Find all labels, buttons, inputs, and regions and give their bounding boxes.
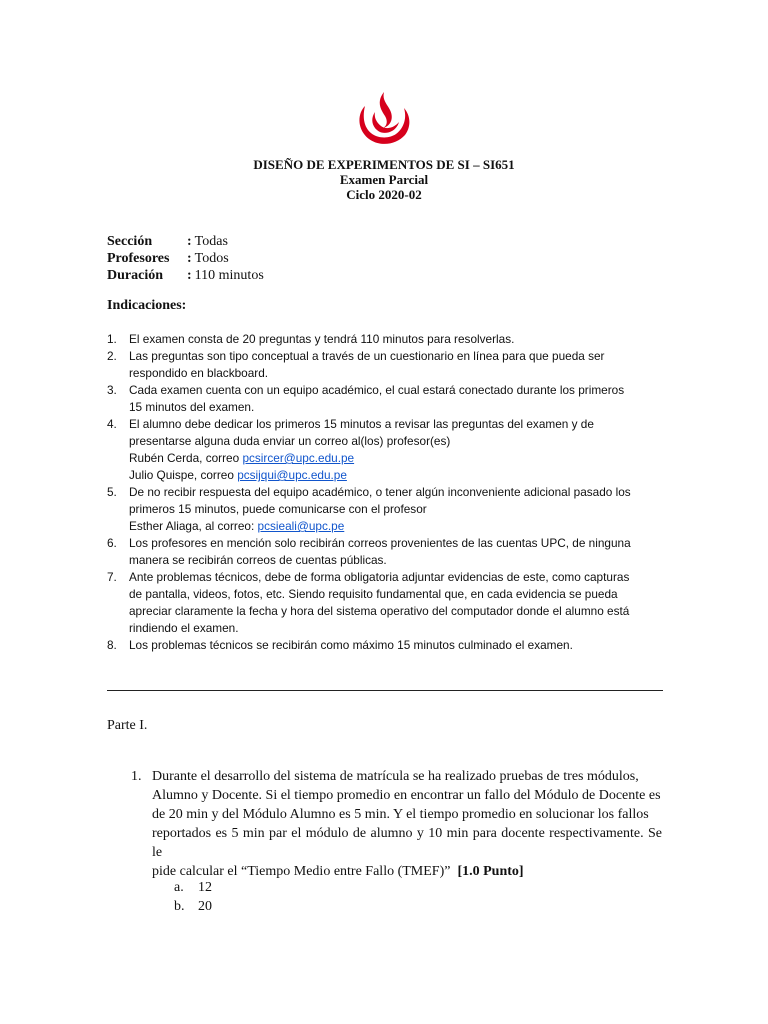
rule-item (107, 569, 664, 637)
rule-line: primeros 15 minutos, puede comunicarse con el profesor (129, 502, 427, 516)
meta-key: Profesores (107, 251, 170, 266)
rule-number: 2. (107, 349, 117, 363)
rule-line: presentarse alguna duda enviar un correo al(los) profesor(es) (129, 434, 451, 448)
question-line (152, 862, 662, 881)
rule-line: rindiendo el examen. (129, 621, 239, 635)
meta-row-professors (107, 250, 264, 267)
rule-line: El examen consta de 20 preguntas y tendrá 110 minutos para resolverlas. (129, 332, 515, 346)
rule-line: Las preguntas son tipo conceptual a través de un cuestionario en línea para que pueda ser (129, 349, 605, 363)
answer-value: 12 (198, 880, 212, 895)
meta-value: Todas (194, 234, 228, 249)
meta-colon: : (187, 268, 192, 283)
rule-item (107, 331, 664, 348)
rule-line: Cada examen cuenta con un equipo académico, el cual estará conectado durante los primeros (129, 383, 625, 397)
indications-heading: Indicaciones: (107, 298, 187, 313)
meta-row-duration (107, 267, 264, 284)
contact-name: Esther Aliaga, al correo: (129, 519, 258, 533)
meta-value: Todos (194, 251, 229, 266)
rule-text (129, 348, 664, 382)
meta-colon: : (187, 251, 192, 266)
rule-item (107, 637, 664, 654)
question-line: Durante el desarrollo del sistema de matrícula se ha realizado pruebas de tres módulos, (152, 769, 639, 784)
meta-colon: : (187, 234, 192, 249)
rule-line: El alumno debe dedicar los primeros 15 minutos a revisar las preguntas del examen y de (129, 417, 594, 431)
exam-type: Examen Parcial (339, 172, 429, 187)
rule-line: respondido en blackboard. (129, 366, 269, 380)
rule-line: Los profesores en mención solo recibirán correos provenientes de las cuentas UPC, de ninguna (129, 536, 631, 550)
rule-item (107, 535, 664, 569)
question-prompt: pide calcular el “Tiempo Medio entre Fallo (TMEF)” (152, 864, 451, 879)
rule-number: 5. (107, 485, 117, 499)
meta-row-section (107, 233, 264, 250)
rule-text (129, 331, 664, 348)
contact-line (129, 518, 664, 535)
question-line: Alumno y Docente. Si el tiempo promedio en encontrar un fallo del Módulo de Docente es (152, 788, 661, 803)
contact-name: Rubén Cerda, correo (129, 451, 243, 465)
exam-meta (107, 233, 264, 284)
upc-logo-icon (354, 90, 414, 148)
rule-item (107, 416, 664, 484)
rule-item (107, 484, 664, 535)
meta-key: Duración (107, 268, 163, 283)
exam-header (0, 157, 768, 202)
course-title: DISEÑO DE EXPERIMENTOS DE SI – SI651 (253, 157, 515, 172)
rule-number: 8. (107, 638, 117, 652)
section-divider (107, 690, 663, 691)
meta-key: Sección (107, 234, 153, 249)
rule-line: De no recibir respuesta del equipo académico, o tener algún inconveniente adicional pasado los (129, 485, 631, 499)
rule-text (129, 484, 664, 535)
rule-text (129, 416, 664, 484)
contact-line (129, 450, 664, 467)
rule-line: Ante problemas técnicos, debe de forma obligatoria adjuntar evidencias de este, como capturas (129, 570, 630, 584)
rules-list (107, 331, 664, 654)
rule-number: 1. (107, 332, 117, 346)
rule-number: 7. (107, 570, 117, 584)
answer-options (174, 878, 212, 916)
rule-number: 4. (107, 417, 117, 431)
rule-number: 3. (107, 383, 117, 397)
answer-value: 20 (198, 899, 212, 914)
meta-value: 110 minutos (194, 268, 264, 283)
question-text (152, 767, 662, 881)
part-heading: Parte I. (107, 718, 148, 733)
contact-line (129, 467, 664, 484)
rule-text (129, 382, 664, 416)
rule-number: 6. (107, 536, 117, 550)
rule-item (107, 348, 664, 382)
question-points: [1.0 Punto] (457, 864, 524, 879)
rule-line: Los problemas técnicos se recibirán como máximo 15 minutos culminado el examen. (129, 638, 573, 652)
question-number: 1. (131, 769, 142, 784)
answer-option-b (174, 897, 212, 916)
contact-name: Julio Quispe, correo (129, 468, 238, 482)
rule-line: apreciar claramente la fecha y hora del sistema operativo del computador donde el alumno está (129, 604, 630, 618)
rule-item (107, 382, 664, 416)
answer-label: a. (174, 880, 184, 895)
rule-text (129, 569, 664, 637)
email-link-ruben[interactable]: pcsircer@upc.edu.pe (242, 451, 355, 465)
rule-text (129, 535, 664, 569)
rule-line: de pantalla, videos, fotos, etc. Siendo requisito fundamental que, en cada evidencia se pueda (129, 587, 618, 601)
email-link-esther[interactable]: pcsieali@upc.pe (257, 519, 345, 533)
answer-label: b. (174, 899, 185, 914)
email-link-julio[interactable]: pcsijqui@upc.edu.pe (237, 468, 347, 482)
question-line: de 20 min y del Módulo Alumno es 5 min. Y el tiempo promedio en solucionar los fallos (152, 807, 649, 822)
answer-option-a (174, 878, 212, 897)
exam-cycle: Ciclo 2020-02 (346, 187, 422, 202)
question-line: reportados es 5 min par el módulo de alumno y 10 min para docente respectivamente. Se le (152, 826, 662, 860)
rule-line: 15 minutos del examen. (129, 400, 255, 414)
rule-line: manera se recibirán correos de cuentas públicas. (129, 553, 387, 567)
rule-text (129, 637, 664, 654)
